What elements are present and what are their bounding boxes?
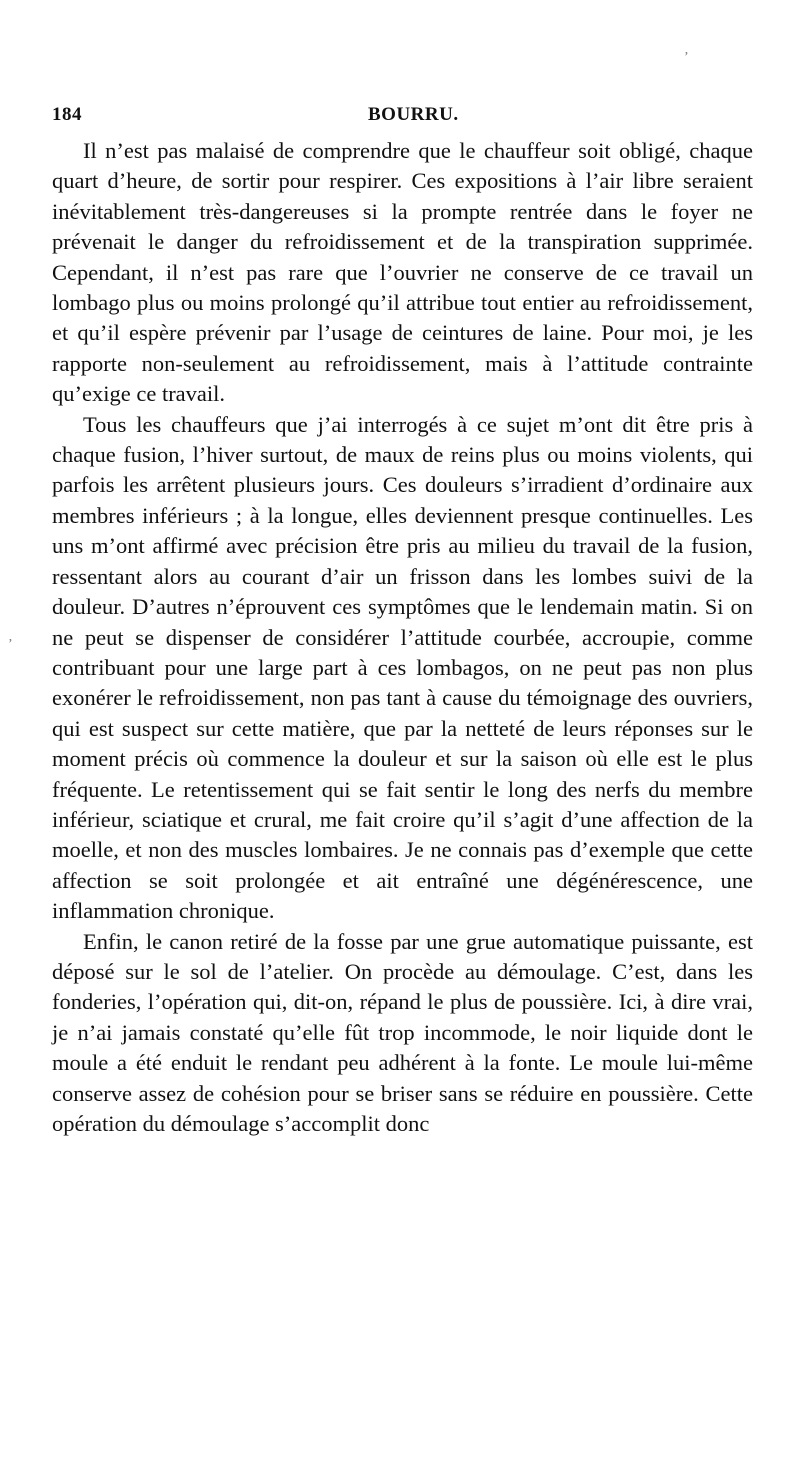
stray-mark: ʼ xyxy=(8,637,13,652)
running-head xyxy=(52,104,753,134)
stray-mark: ʼ xyxy=(684,50,689,65)
running-title: BOURRU. xyxy=(368,104,459,125)
book-page xyxy=(52,104,753,1139)
page-number: 184 xyxy=(52,104,82,125)
paragraph: Tous les chauffeurs que j’ai interrogés à ce sujet m’ont dit être pris à chaque fusion, l’hiver surtout, de maux de reins plus ou moins violents, qui parfois les arrêtent plusieurs jours. Ces douleurs s’irradient d’ordinaire aux membres inférieurs ; à la longue, elles deviennent presque continuelles. Les uns m’ont affirmé avec précision être pris au milieu du travail de la fusion, ressentant alors au courant d’air un frisson dans les lombes suivi de la douleur. D’autres n’éprouvent ces symptômes que le lendemain matin. Si on ne peut se dispenser de considérer l’attitude courbée, accroupie, comme contribuant pour une large part à ces lombagos, on ne peut pas non plus exonérer le refroidissement, non pas tant à cause du témoignage des ouvriers, qui est suspect sur cette matière, que par la netteté de leurs réponses sur le moment précis où commence la douleur et sur la saison où elle est le plus fréquente. Le retentissement qui se fait sentir le long des nerfs du membre inférieur, sciatique et crural, me fait croire qu’il s’agit d’une affection de la moelle, et non des muscles lombaires. Je ne connais pas d’exemple que cette affection se soit prolongée et ait entraîné une dégénérescence, une inflammation chronique. xyxy=(52,411,753,924)
paragraph: Il n’est pas malaisé de comprendre que le chauffeur soit obligé, chaque quart d’heure, de sortir pour respirer. Ces expositions à l’air libre seraient inévitablement très-dangereuses si la prompte rentrée dans le foyer ne prévenait le danger du refroidissement et de la transpiration supprimée. Cependant, il n’est pas rare que l’ouvrier ne conserve de ce travail un lombago plus ou moins prolongé qu’il attribue tout entier au refroidissement, et qu’il espère prévenir par l’usage de ceintures de laine. Pour moi, je les rapporte non-seulement au refroidissement, mais à l’attitude contrainte qu’exige ce travail. xyxy=(52,138,753,407)
body-text xyxy=(52,136,753,1139)
paragraph: Enfin, le canon retiré de la fosse par une grue automatique puissante, est déposé sur le sol de l’atelier. On procède au démoulage. C’est, dans les fonderies, l’opération qui, dit-on, répand le plus de poussière. Ici, à dire vrai, je n’ai jamais constaté qu’elle fût trop incommode, le noir liquide dont le moule a été enduit le rendant peu adhérent à la fonte. Le moule lui-même conserve assez de cohésion pour se briser sans se réduire en poussière. Cette opération du démoulage s’accomplit donc xyxy=(52,928,753,1136)
